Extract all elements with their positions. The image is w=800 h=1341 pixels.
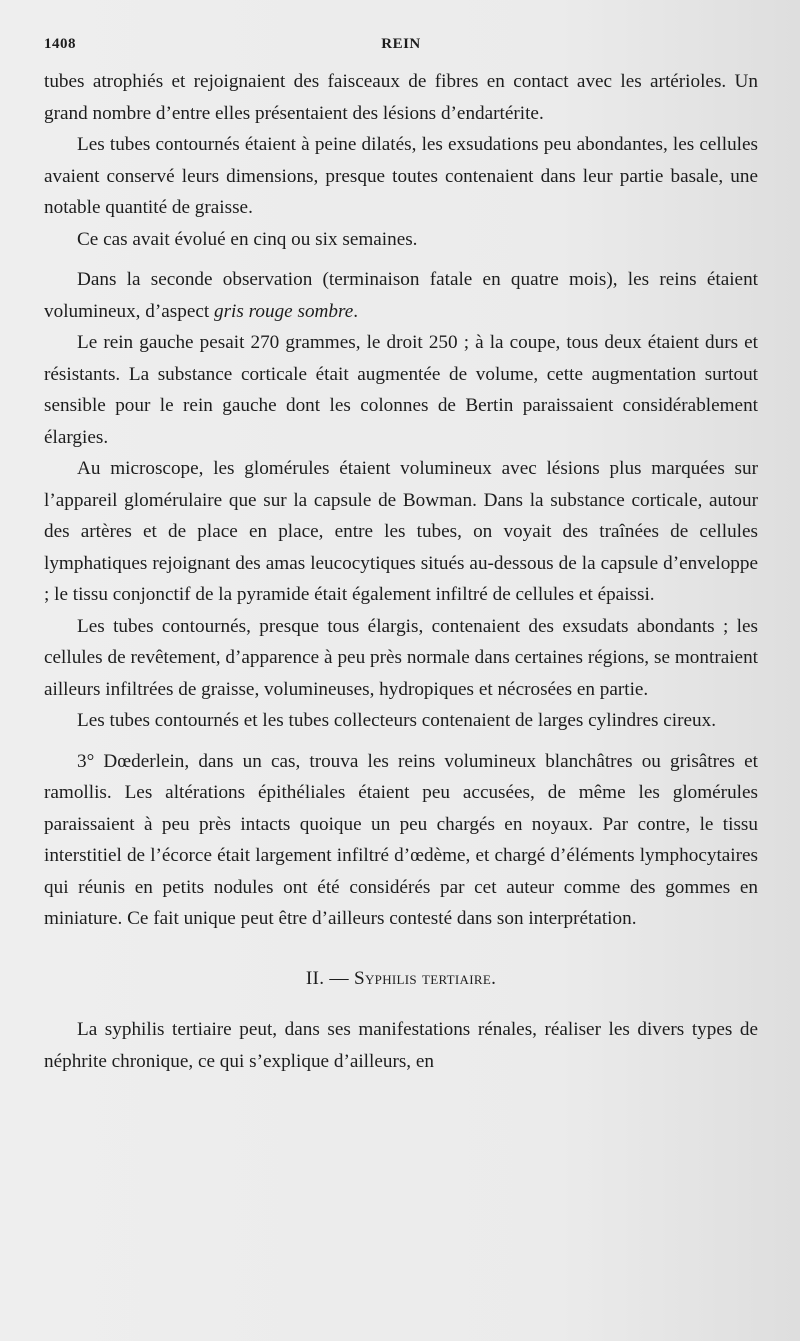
paragraph: Les tubes contournés étaient à peine dilatés, les exsudations peu abondantes, les cellules avaient conservé leurs dimensions, presque toutes contenaient dans leur partie basale, une notable quantité de graisse. [44,134,758,218]
page-number: 1408 [44,36,76,52]
paragraph-doederlein: 3° Dœderlein, dans un cas, trouva les reins volumineux blanchâtres ou grisâtres et ramollis. Les altérations épithéliales étaient peu accusées, de même les glomérules paraissaient à peu près intacts quoique un peu chargés en noyaux. Par contre, le tissu interstitiel de l’écorce était largement infiltré d’œdème, et chargé d’éléments lymphocytaires qui réunis en petits nodules ont été considérés par cet auteur comme des gommes en miniature. Ce fait unique peut être d’ailleurs contesté dans son interprétation. [44,750,758,929]
section-number: II. — [305,967,354,989]
paragraph: Au microscope, les glomérules étaient volumineux avec lésions plus marquées sur l’appareil glomérulaire que sur la capsule de Bowman. Dans la substance corticale, autour des artères et de place en place, entre les tubes, on voyait des traînées de cellules lymphatiques rejoignant des amas leucocytiques situés au-dessous de la capsule d’enveloppe ; le tissu conjonctif de la pyramide était également infiltré de cellules et épaissi. [44,458,758,605]
section-title: Syphilis tertiaire. [354,967,497,989]
paragraph: Ce cas avait évolué en cinq ou six semaines. [77,228,418,250]
paragraph-text: . [353,300,359,322]
running-head [44,36,758,66]
paragraph-second-observation [44,264,758,327]
paragraph: Le rein gauche pesait 270 grammes, le droit 250 ; à la coupe, tous deux étaient durs et résistants. La substance corticale était augmentée de volume, cette augmentation surtout sensible pour le rein gauche dont les colonnes de Bertin paraissaient considérablement élargies. [44,332,758,448]
running-title: REIN [381,36,421,52]
paragraph-closing: La syphilis tertiaire peut, dans ses manifestations rénales, réaliser les divers types de néphrite chronique, ce qui s’explique d’ailleurs, en [44,1019,758,1072]
paragraph-text: Dans la seconde observation (terminaison fatale en quatre mois), les reins étaient volumineux, d’aspect [44,269,758,322]
paragraph: Les tubes contournés et les tubes collecteurs contenaient de larges cylindres cireux. [77,710,717,731]
paragraph: Les tubes contournés, presque tous élargis, contenaient des exsudats abondants ; les cellules de revêtement, d’apparence à peu près normale dans certaines régions, se montraient ailleurs infiltrées de graisse, volumineuses, hydropiques et nécrosées en partie. [44,615,758,700]
emphasis-text: gris rouge sombre [213,300,354,322]
body-text [44,66,758,1077]
paragraph-continued: tubes atrophiés et rejoignaient des faisceaux de fibres en contact avec les artérioles. Un grand nombre d’entre elles présentaient des lésions d’endartérite. [44,71,758,124]
section-heading [44,963,758,995]
